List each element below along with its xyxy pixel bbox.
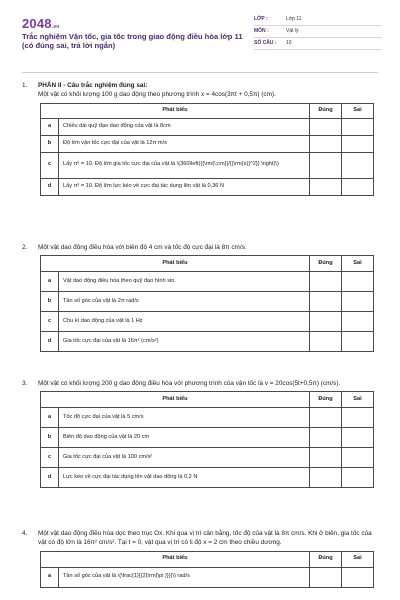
question-text: Một vật dao động điều hòa dọc theo trục Ox. Khi qua vị trí cân bằng, tốc độ của vật là 8π cm/s. Khi ở biên, gia tốc của vật có độ lớn là 16π² cm/s². Tại t = 0, vật qua vị trí có li độ x = 2 cm theo chiều dương. [38,530,372,547]
col-statement: Phát biểu [41,103,310,118]
false-cell[interactable] [342,272,374,292]
false-cell[interactable] [342,332,374,352]
col-statement: Phát biểu [41,256,310,272]
statement-text: Vật dao động điều hòa theo quỹ đạo hình sin. [59,272,310,292]
false-cell[interactable] [342,135,374,152]
table-row: d Lực kéo về cực đại tác dụng lên vật dao động là 0,2 N [41,468,374,488]
statement-text: Tốc độ cực đại của vật là 5 cm/s [59,408,310,428]
table-row: b Tần số góc của vật là 2π rad/s [41,292,374,312]
true-false-table [40,551,374,588]
table-row: d Lấy π² = 10. Độ lớn lực kéo về cực đại tác dụng lên vật là 0,36 N [41,178,374,195]
statement-text: Gia tốc cực đại của vật là 100 cm/s² [59,448,310,468]
true-cell[interactable] [310,408,342,428]
false-cell[interactable] [342,468,374,488]
true-cell[interactable] [310,428,342,448]
meta-subject [254,26,382,38]
question-number: 2. [22,244,28,251]
true-cell[interactable] [310,292,342,312]
statement-text: Lực kéo về cực đại tác dụng lên vật dao động là 0,2 N [59,468,310,488]
document-title: Trắc nghiệm Vận tốc, gia tốc trong giao động điều hòa lớp 11 (có đúng sai, trả lời ngắn) [22,32,243,51]
table-row: c Chu kì dao động của vật là 1 Hz [41,312,374,332]
meta-value: 10 [286,40,292,47]
true-cell[interactable] [310,135,342,152]
meta-question-count [254,38,382,50]
table-row: b Độ lớn vận tốc cực đại của vật là 12π m/s [41,135,374,152]
page-header [22,14,382,62]
question-number: 4. [22,530,28,537]
meta-value: Lớp 11 [286,16,302,23]
header-divider [22,72,378,73]
col-statement: Phát biểu [41,392,310,408]
true-cell[interactable] [310,178,342,195]
table-row: d Gia tốc cực đại của vật là 16π² (cm/s²) [41,332,374,352]
statement-text: Tần số góc của vật là 2π rad/s [59,292,310,312]
col-false: Sai [342,103,374,118]
table-row: c Lấy π² = 10. Độ lớn gia tốc cực đại của vật là \(360\left({{\rm{\;cm}}/{{\rm{s}}^2}} \right)\) [41,152,374,178]
table-row: c Gia tốc cực đại của vật là 100 cm/s² [41,448,374,468]
statement-text: Chiều dài quỹ đạo dao động của vật là 8cm [59,118,310,135]
col-true: Đúng [310,103,342,118]
statement-text: Biên độ dao động của vật là 20 cm [59,428,310,448]
true-cell[interactable] [310,332,342,352]
false-cell[interactable] [342,428,374,448]
false-cell[interactable] [342,152,374,178]
question-3 [22,379,378,488]
meta-label: SỐ CÂU : [254,40,277,47]
question-4 [22,529,378,588]
false-cell[interactable] [342,448,374,468]
meta-label: LỚP : [254,16,268,23]
document-meta [254,14,382,50]
table-row: a Vật dao động điều hòa theo quỹ đạo hình sin. [41,272,374,292]
statement-text: Gia tốc cực đại của vật là 16π² (cm/s²) [59,332,310,352]
true-false-table [40,391,374,488]
statement-text: Độ lớn vận tốc cực đại của vật là 12π m/s [59,135,310,152]
true-cell[interactable] [310,152,342,178]
statement-text: Lấy π² = 10. Độ lớn gia tốc cực đại của vật là \(360\left({{\rm{\;cm}}/{{\rm{s}}^2}} \right)\) [59,152,310,178]
table-row: a Tần số góc của vật là \(\frac{1}{{2{\rm{\pi }}}}\) rad/s [41,567,374,587]
false-cell[interactable] [342,118,374,135]
true-cell[interactable] [310,272,342,292]
meta-label: MÔN : [254,28,269,35]
false-cell[interactable] [342,567,374,587]
true-cell[interactable] [310,567,342,587]
col-true: Đúng [310,551,342,567]
true-cell[interactable] [310,468,342,488]
table-row: a Chiều dài quỹ đạo dao động của vật là 8cm [41,118,374,135]
col-true: Đúng [310,256,342,272]
table-row: a Tốc độ cực đại của vật là 5 cm/s [41,408,374,428]
false-cell[interactable] [342,312,374,332]
statement-text: Lấy π² = 10. Độ lớn lực kéo về cực đại tác dụng lên vật là 0,36 N [59,178,310,195]
question-number: 1. [22,82,28,89]
true-cell[interactable] [310,448,342,468]
meta-class [254,14,382,26]
question-text: Một vật dao động điều hòa với biên độ 4 cm và tốc độ cực đại là 8π cm/s. [38,244,247,251]
question-2 [22,243,378,352]
false-cell[interactable] [342,178,374,195]
section-title: PHẦN II - Câu trắc nghiệm đúng sai: [38,82,148,89]
false-cell[interactable] [342,292,374,312]
site-logo[interactable]: 2048.vn [22,16,60,31]
false-cell[interactable] [342,408,374,428]
question-text: Một vật có khối lượng 200 g dao động điều hòa với phương trình của vận tốc là v = 20cos(5t+0,5π) (cm/s). [38,380,341,387]
meta-value: Vật lý [286,28,299,35]
question-number: 3. [22,380,28,387]
col-false: Sai [342,256,374,272]
col-statement: Phát biểu [41,551,310,567]
table-row: b Biên độ dao động của vật là 20 cm [41,428,374,448]
col-false: Sai [342,551,374,567]
col-false: Sai [342,392,374,408]
true-cell[interactable] [310,312,342,332]
true-false-table [40,103,374,196]
col-true: Đúng [310,392,342,408]
question-1 [22,81,378,196]
statement-text: Tần số góc của vật là \(\frac{1}{{2{\rm{\pi }}}}\) rad/s [59,567,310,587]
statement-text: Chu kì dao động của vật là 1 Hz [59,312,310,332]
true-cell[interactable] [310,118,342,135]
true-false-table [40,255,374,352]
question-text: Một vật có khối lượng 100 g dao động theo phương trình x = 4cos(3πt + 0,5π) (cm). [38,91,276,99]
